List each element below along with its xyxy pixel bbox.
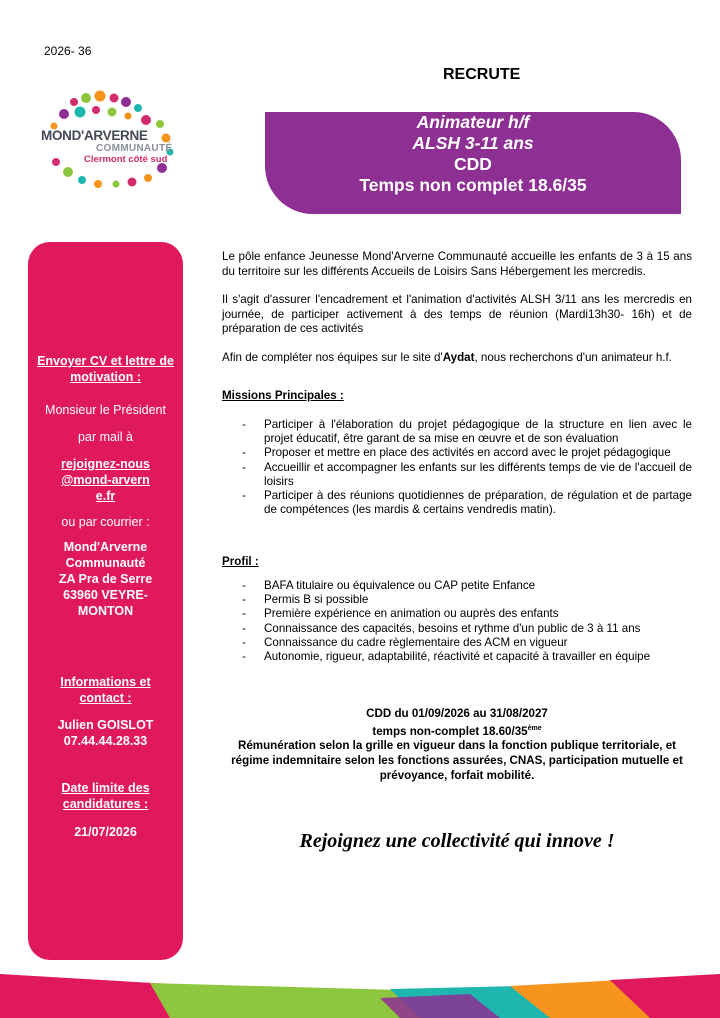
recrute-heading: RECRUTE <box>443 66 521 83</box>
list-item: - Autonomie, rigueur, adaptabilité, réactivité et capacité à travailler en équipe <box>222 650 692 664</box>
intro-text-end: , nous recherchons d'un animateur h.f. <box>474 350 672 364</box>
contract-pay: Rémunération selon la grille en vigueur dans la fonction publique territoriale, et régime indemnitaire selon les fonctions assurées, CNAS, participation mutuelle et prévoyance, forfait mobilité. <box>231 739 683 783</box>
profil-heading: Profil : <box>222 555 259 568</box>
contract-hours-text: temps non-complet 18.60/35 <box>372 724 528 738</box>
list-item: - Connaissance des capacités, besoins et rythme d'un public de 3 à 11 ans <box>222 622 692 636</box>
logo-line1: MOND'ARVERNE <box>41 128 148 143</box>
contact-name: Julien GOISLOT <box>57 718 154 732</box>
address-line: 63960 VEYRE- <box>63 588 148 602</box>
list-item: - Accueillir et accompagner les enfants sur les différents temps de vie de l'accueil de loisirs <box>222 461 692 489</box>
missions-heading: Missions Principales : <box>222 389 344 402</box>
document-reference: 2026- 36 <box>44 44 92 58</box>
list-item: - Proposer et mettre en place des activités en accord avec le projet pédagogique <box>222 446 692 460</box>
footer-color-band <box>0 970 720 1018</box>
site-name: Aydat <box>442 350 475 364</box>
address-line: Communauté <box>65 556 146 570</box>
job-title: Animateur h/f <box>416 112 530 132</box>
job-hours: Temps non complet 18.6/35 <box>359 175 587 195</box>
job-subtitle: ALSH 3-11 ans <box>412 133 534 153</box>
application-sidebar <box>28 242 183 960</box>
postal-address <box>34 539 177 619</box>
address-line: Mond'Arverne <box>63 540 148 554</box>
by-mail-label: par mail à <box>78 430 133 444</box>
logo-line3: Clermont côté sud <box>84 154 168 165</box>
address-line: ZA Pra de Serre <box>58 572 153 586</box>
send-cv-heading: Envoyer CV et lettre de motivation : <box>37 354 174 384</box>
list-item: - Première expérience en animation ou auprès des enfants <box>222 607 692 621</box>
missions-list <box>222 418 692 517</box>
list-item: - Participer à des réunions quotidiennes de préparation, de régulation et de partage de compétences (les mardis & certains vendredis matin). <box>222 489 692 517</box>
list-item: - Connaissance du cadre règlementaire des ACM en vigueur <box>222 636 692 650</box>
contract-hours <box>222 722 692 740</box>
list-item: - Participer à l'élaboration du projet pédagogique de la structure en lien avec le projet éducatif, être garant de sa mise en œuvre et de son évaluation <box>222 418 692 446</box>
address-line: MONTON <box>77 604 134 618</box>
contract-hours-sup: ème <box>527 724 542 732</box>
intro-paragraph: Il s'agit d'assurer l'encadrement et l'animation d'activités ALSH 3/11 ans les mercredis en journée, de participer activement à des temps de réunion (Mardi13h30- 16h) et de préparation de ces activités <box>222 293 692 336</box>
contact-phone[interactable]: 07.44.44.28.33 <box>63 734 148 748</box>
by-post-label: ou par courrier : <box>61 515 150 529</box>
info-contact-heading: Informations et contact : <box>60 675 151 705</box>
deadline-heading: Date limite des candidatures : <box>61 781 150 811</box>
logo-line2: COMMUNAUTÉ <box>96 143 173 154</box>
slogan: Rejoignez une collectivité qui innove ! <box>299 830 615 852</box>
contract-conditions <box>222 707 692 784</box>
recipient: Monsieur le Président <box>45 403 166 417</box>
contract-dates: CDD du 01/09/2026 au 31/08/2027 <box>366 707 548 720</box>
intro-text <box>222 250 692 366</box>
deadline-date: 21/07/2026 <box>74 825 137 839</box>
profil-list <box>222 579 692 664</box>
intro-paragraph <box>222 351 692 366</box>
list-item: - Permis B si possible <box>222 593 692 607</box>
intro-paragraph: Le pôle enfance Jeunesse Mond'Arverne Communauté accueille les enfants de 3 à 15 ans du territoire sur les différents Accueils de Loisirs Sans Hébergement les mercredis. <box>222 250 692 278</box>
list-item: - BAFA titulaire ou équivalence ou CAP petite Enfance <box>222 579 692 593</box>
job-title-banner <box>265 112 681 214</box>
email-link[interactable]: rejoignez-nous@mond-arverne.fr <box>61 457 150 503</box>
job-contract: CDD <box>454 154 492 174</box>
mond-arverne-logo <box>34 88 184 188</box>
intro-text-start: Afin de compléter nos équipes sur le site d' <box>222 350 443 364</box>
